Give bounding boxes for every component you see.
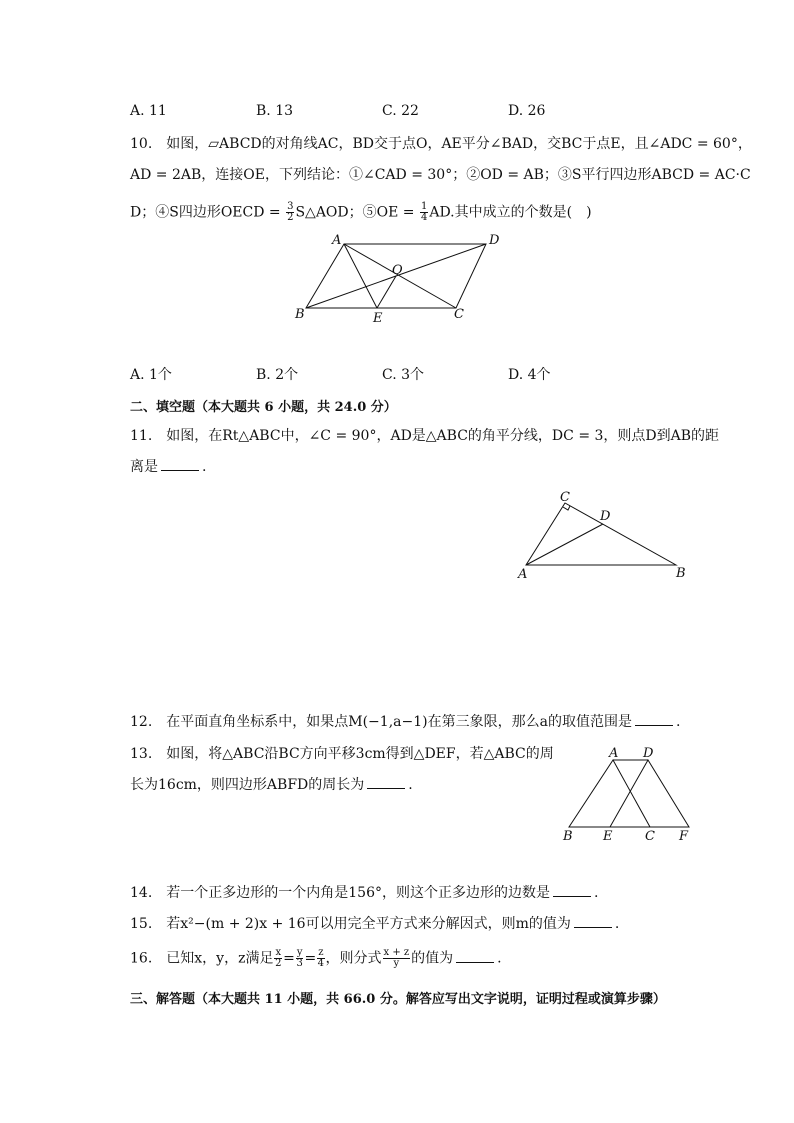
q11-line-1: 11. 如图，在Rt△ABC中，∠C = 90°，AD是△ABC的角平分线，DC = 3，则点D到AB的距 — [130, 428, 720, 444]
label-o: O — [392, 263, 403, 278]
q10-line-1: 10. 如图，▱ABCD的对角线AC，BD交于点O，AE平分∠BAD，交BC于点E，且∠ADC = 60°， — [130, 136, 752, 152]
q15: 15. 若x²−(m + 2)x + 16可以用完全平方式来分解因式，则m的值为 . — [130, 916, 620, 932]
q11-line-2: 离是 . — [130, 459, 207, 475]
label-e: E — [373, 311, 383, 326]
right-angle-mark — [563, 506, 570, 510]
q10-option-b: B. 2个 — [256, 367, 299, 383]
q10-option-d: D. 4个 — [508, 367, 551, 383]
label-d: D — [600, 509, 611, 524]
label-b: B — [563, 829, 573, 844]
label-d: D — [643, 746, 654, 761]
label-c: C — [560, 490, 570, 505]
label-b: B — [295, 307, 305, 322]
label-e: E — [603, 829, 613, 844]
q10-line-3 — [130, 202, 592, 223]
q14: 14. 若一个正多边形的一个内角是156°，则这个正多边形的边数是 . — [130, 885, 599, 901]
q15-text: 15. 若x²−(m + 2)x + 16可以用完全平方式来分解因式，则m的值为 — [130, 916, 571, 932]
q10-line-2: AD = 2AB，连接OE，下列结论：①∠CAD = 30°；②OD = AB；③S平行四边形ABCD = AC·C — [130, 167, 751, 183]
q16: 16. 已知x，y，z满足 $\frac{x}{2}$ = $\frac{y}{3}$ = $\frac{z}{4}$ ，则分式 $\frac{x + z}{y}$ 的值为 . — [130, 947, 502, 969]
q16-answer-blank[interactable] — [456, 950, 494, 963]
segment-oe — [377, 276, 396, 308]
q15-answer-blank[interactable] — [574, 915, 612, 928]
q9-option-a: A. 11 — [130, 103, 167, 119]
q16-text-a: 16. 已知x，y，z满足 — [130, 950, 274, 967]
q9-option-b: B. 13 — [256, 103, 294, 119]
fraction-z-4: $\frac{z}{4}$ — [317, 947, 325, 969]
q12-answer-blank[interactable] — [635, 713, 673, 726]
q13-translation-figure — [555, 742, 705, 847]
q11-answer-blank[interactable] — [161, 458, 199, 471]
q12: 12. 在平面直角坐标系中，如果点M(−1,a−1)在第三象限，那么a的取值范围是 . — [130, 714, 681, 730]
q13-answer-blank[interactable] — [367, 776, 405, 789]
bisector-ad — [526, 524, 603, 565]
label-d: D — [489, 233, 500, 248]
q11-line-2-text: 离是 — [130, 459, 158, 475]
q9-option-d: D. 26 — [508, 103, 546, 119]
triangle-abc — [569, 760, 650, 827]
q14-answer-blank[interactable] — [553, 884, 591, 897]
fraction-xz-y: $\frac{x + z}{y}$ — [383, 947, 410, 969]
q14-text: 14. 若一个正多边形的一个内角是156°，则这个正多边形的边数是 — [130, 885, 550, 901]
q10-line-3-part-a: D；④S四边形OECD = — [130, 204, 286, 221]
q16-text-b: ，则分式 — [325, 950, 382, 967]
fraction-y-3: $\frac{y}{3}$ — [296, 947, 303, 969]
fraction-1-4: $\frac{1}{4}$ — [420, 201, 428, 223]
label-c: C — [454, 307, 464, 322]
q13-line-2: 长为16cm，则四边形ABFD的周长为 . — [130, 777, 413, 793]
label-c: C — [645, 829, 655, 844]
q10-line-3-part-b: S△AOD；⑤OE = — [295, 204, 419, 221]
q16-text-c: 的值为 — [411, 950, 454, 967]
q13-line-2-text: 长为16cm，则四边形ABFD的周长为 — [130, 777, 365, 793]
label-f: F — [679, 829, 689, 844]
label-b: B — [676, 566, 686, 581]
triangle-def — [610, 760, 689, 827]
q10-option-c: C. 3个 — [382, 367, 425, 383]
fraction-x-2: $\frac{x}{2}$ — [275, 947, 282, 969]
label-a: A — [518, 567, 528, 582]
q10-parallelogram-figure — [290, 230, 510, 330]
q11-right-triangle-figure — [510, 485, 700, 585]
fraction-3-2: $\frac{3}{2}$ — [287, 201, 294, 223]
q12-text: 12. 在平面直角坐标系中，如果点M(−1,a−1)在第三象限，那么a的取值范围是 — [130, 714, 632, 730]
label-a: A — [609, 746, 619, 761]
section-heading-solutions: 三、解答题（本大题共 11 小题，共 66.0 分。解答应写出文字说明，证明过程或演算步骤） — [130, 992, 666, 1007]
q9-option-c: C. 22 — [382, 103, 419, 119]
q13-line-1: 13. 如图，将△ABC沿BC方向平移3cm得到△DEF，若△ABC的周 — [130, 746, 554, 762]
q10-option-a: A. 1个 — [130, 367, 172, 383]
label-a: A — [332, 233, 342, 248]
q10-line-3-part-c: AD.其中成立的个数是( ) — [429, 204, 592, 221]
section-heading-fill-in: 二、填空题（本大题共 6 小题，共 24.0 分） — [130, 400, 397, 415]
